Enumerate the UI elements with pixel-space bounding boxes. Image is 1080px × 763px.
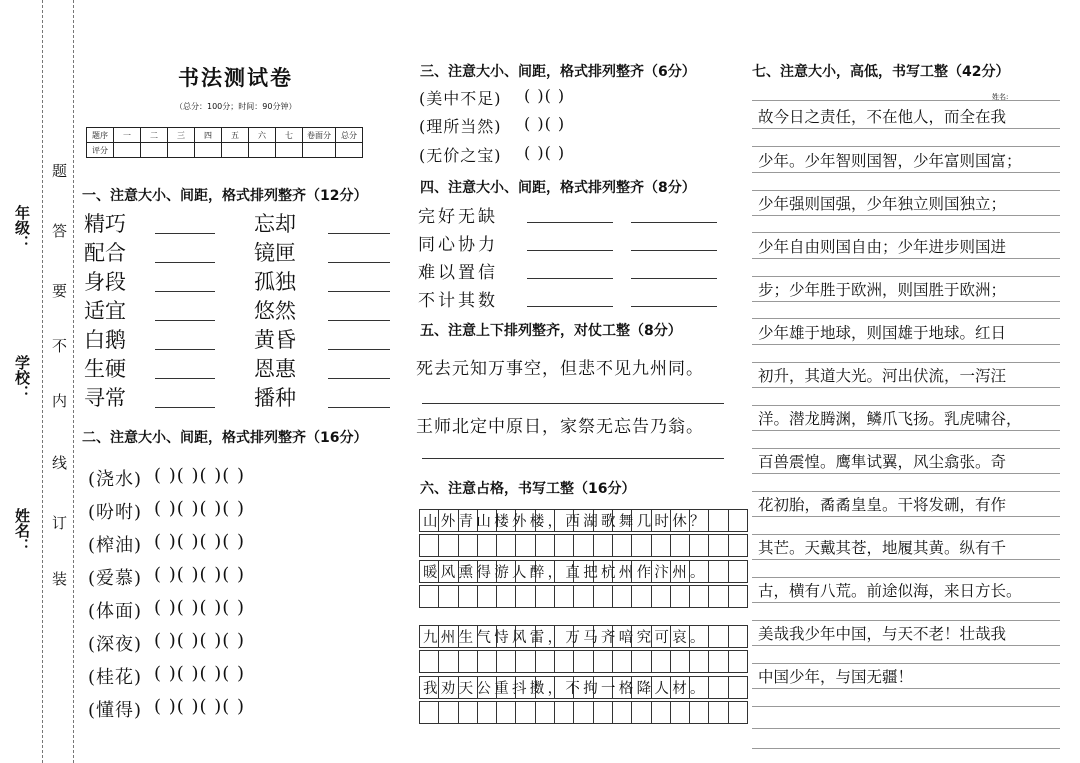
section7-ruled-line xyxy=(752,301,1060,302)
score-table-cell: 三 xyxy=(168,128,195,143)
section4-answer-blank[interactable] xyxy=(631,250,717,251)
section5-answer-line[interactable] xyxy=(422,403,724,404)
score-table-cell: 一 xyxy=(114,128,141,143)
section7-ruled-line xyxy=(752,100,1060,101)
name-label: 姓名： xyxy=(13,508,31,553)
score-table-header-row xyxy=(87,128,363,143)
section1-right-word: 镜匣 xyxy=(254,241,296,265)
score-table-cell: 题序 xyxy=(87,128,114,143)
section2-answer-parens[interactable]: ( )( )( )( ) xyxy=(154,465,246,486)
section7-text-line: 洋。潜龙腾渊，鳞爪飞扬。乳虎啸谷， xyxy=(758,410,1022,428)
binding-dashed-line-inner xyxy=(73,0,74,763)
section7-ruled-line[interactable] xyxy=(752,448,1060,449)
section7-ruled-line xyxy=(752,645,1060,646)
section2-word: (榨油) xyxy=(88,535,143,556)
section6-poem-line: 暖风熏得游人醉，直把杭州作汴州。 xyxy=(423,565,708,581)
section4-word: 同心协力 xyxy=(418,235,498,255)
section1-left-word: 适宜 xyxy=(84,299,126,323)
score-table-cell: 七 xyxy=(276,128,303,143)
section7-text-line: 步；少年胜于欧洲，则国胜于欧洲； xyxy=(758,281,1007,299)
section6-poem-line: 山外青山楼外楼，西湖歌舞几时休？ xyxy=(423,514,708,530)
section1-answer-blank[interactable] xyxy=(328,407,390,408)
section7-text-line: 少年。少年智则国智，少年富则国富； xyxy=(758,152,1022,170)
section2-answer-parens[interactable]: ( )( )( )( ) xyxy=(154,663,246,684)
section2-answer-parens[interactable]: ( )( )( )( ) xyxy=(154,597,246,618)
score-input-cell[interactable] xyxy=(195,143,222,158)
section2-word: (浇水) xyxy=(88,469,143,490)
section7-text-line: 美哉我少年中国，与天不老！壮哉我 xyxy=(758,625,1007,643)
school-label: 学校： xyxy=(13,355,31,400)
section7-ruled-line[interactable] xyxy=(752,748,1060,749)
section1-right-word: 忘却 xyxy=(254,212,296,236)
section1-left-word: 身段 xyxy=(84,270,126,294)
section4-answer-blank[interactable] xyxy=(631,306,717,307)
section1-answer-blank[interactable] xyxy=(328,378,390,379)
section4-answer-blank[interactable] xyxy=(631,222,717,223)
section7-ruled-line[interactable] xyxy=(752,318,1060,319)
score-table-cell: 卷面分 xyxy=(303,128,336,143)
score-input-cell[interactable] xyxy=(336,143,363,158)
section2-word: (爱慕) xyxy=(88,568,143,589)
score-input-cell[interactable] xyxy=(114,143,141,158)
grade-label: 年级： xyxy=(13,205,31,250)
section7-text-line: 百兽震惶。鹰隼试翼，风尘翕张。奇 xyxy=(758,453,1007,471)
section4-answer-blank[interactable] xyxy=(527,278,613,279)
section7-heading: 七、注意大小，高低，书写工整（42分） xyxy=(752,64,1010,80)
section7-text-line: 花初胎，矞矞皇皇。干将发硎，有作 xyxy=(758,496,1007,514)
section7-text-line: 古，横有八荒。前途似海，来日方长。 xyxy=(758,582,1022,600)
score-table-score-row xyxy=(87,143,363,158)
section7-text-line: 少年自由则国自由；少年进步则国进 xyxy=(758,238,1007,256)
section1-left-word: 配合 xyxy=(84,241,126,265)
section1-right-word: 恩惠 xyxy=(254,357,296,381)
score-table-cell: 四 xyxy=(195,128,222,143)
section1-left-word: 精巧 xyxy=(84,212,126,236)
section7-ruled-line xyxy=(752,387,1060,388)
section5-answer-line[interactable] xyxy=(422,458,724,459)
section1-answer-blank[interactable] xyxy=(155,262,215,263)
section3-answer-parens[interactable]: ( )( ) xyxy=(524,114,566,133)
section7-ruled-line xyxy=(752,215,1060,216)
section1-answer-blank[interactable] xyxy=(328,320,390,321)
section3-word: (理所当然) xyxy=(419,117,502,136)
section2-answer-parens[interactable]: ( )( )( )( ) xyxy=(154,696,246,717)
section1-right-word: 孤独 xyxy=(254,270,296,294)
section4-heading: 四、注意大小、间距，格式排列整齐（8分） xyxy=(420,180,696,196)
section1-answer-blank[interactable] xyxy=(155,233,215,234)
section6-heading: 六、注意占格，书写工整（16分） xyxy=(420,481,636,497)
section1-answer-blank[interactable] xyxy=(155,320,215,321)
section7-ruled-line[interactable] xyxy=(752,362,1060,363)
score-table-cell: 二 xyxy=(141,128,168,143)
section7-name-label: 姓名: xyxy=(992,93,1009,101)
section3-word: (美中不足) xyxy=(419,89,502,108)
section2-word: (深夜) xyxy=(88,634,143,655)
section6-poem-line: 九州生气恃风雷，万马齐喑究可哀。 xyxy=(423,630,708,646)
section7-ruled-line[interactable] xyxy=(752,706,1060,707)
score-input-cell[interactable] xyxy=(141,143,168,158)
section2-answer-parens[interactable]: ( )( )( )( ) xyxy=(154,630,246,651)
section1-right-word: 播种 xyxy=(254,386,296,410)
section1-answer-blank[interactable] xyxy=(328,291,390,292)
section7-text-line: 少年雄于地球，则国雄于地球。红日 xyxy=(758,324,1007,342)
score-table-cell: 评分 xyxy=(87,143,114,158)
section3-word: (无价之宝) xyxy=(419,146,502,165)
section2-word: (桂花) xyxy=(88,667,143,688)
section1-right-word: 黄昏 xyxy=(254,328,296,352)
score-input-cell[interactable] xyxy=(168,143,195,158)
section2-answer-parens[interactable]: ( )( )( )( ) xyxy=(154,531,246,552)
section3-answer-parens[interactable]: ( )( ) xyxy=(524,143,566,162)
section1-answer-blank[interactable] xyxy=(155,407,215,408)
page-subtitle: （总分：100分；时间：90分钟） xyxy=(175,102,297,111)
section6-grid-row-practice[interactable] xyxy=(420,534,748,557)
score-input-cell[interactable] xyxy=(222,143,249,158)
section7-ruled-line xyxy=(752,128,1060,129)
section7-text-line: 故今日之责任，不在他人，而全在我 xyxy=(758,108,1007,126)
section7-text-line: 中国少年，与国无疆！ xyxy=(758,668,914,686)
section1-left-word: 白鹅 xyxy=(84,328,126,352)
binding-notice-char: 装 xyxy=(52,570,68,588)
section1-answer-blank[interactable] xyxy=(328,262,390,263)
section7-ruled-line[interactable] xyxy=(752,663,1060,664)
section7-text-line: 初升，其道大光。河出伏流，一泻汪 xyxy=(758,367,1007,385)
section2-answer-parens[interactable]: ( )( )( )( ) xyxy=(154,564,246,585)
section7-ruled-line xyxy=(752,172,1060,173)
score-input-cell[interactable] xyxy=(303,143,336,158)
section1-right-word: 悠然 xyxy=(254,299,296,323)
score-input-cell[interactable] xyxy=(276,143,303,158)
section4-answer-blank[interactable] xyxy=(527,306,613,307)
section7-ruled-line[interactable] xyxy=(752,491,1060,492)
section5-poem-line: 死去元知万事空，但悲不见九州同。 xyxy=(416,359,704,379)
section7-ruled-line[interactable] xyxy=(752,146,1060,147)
binding-notice-char: 线 xyxy=(52,454,68,472)
score-table-cell: 五 xyxy=(222,128,249,143)
section7-ruled-line xyxy=(752,473,1060,474)
section7-ruled-line xyxy=(752,516,1060,517)
section4-answer-blank[interactable] xyxy=(527,250,613,251)
section1-heading: 一、注意大小、间距，格式排列整齐（12分） xyxy=(82,188,368,204)
section3-heading: 三、注意大小、间距，格式排列整齐（6分） xyxy=(420,64,696,80)
section7-ruled-line xyxy=(752,430,1060,431)
section7-ruled-line[interactable] xyxy=(752,577,1060,578)
section7-ruled-line[interactable] xyxy=(752,728,1060,729)
section5-poem-line: 王师北定中原日，家祭无忘告乃翁。 xyxy=(416,417,704,437)
binding-notice-char: 订 xyxy=(52,514,68,532)
section7-ruled-line[interactable] xyxy=(752,232,1060,233)
score-input-cell[interactable] xyxy=(249,143,276,158)
section2-answer-parens[interactable]: ( )( )( )( ) xyxy=(154,498,246,519)
section6-grid-row-practice[interactable] xyxy=(420,585,748,608)
section1-answer-blank[interactable] xyxy=(155,349,215,350)
section7-ruled-line[interactable] xyxy=(752,405,1060,406)
section7-ruled-line[interactable] xyxy=(752,620,1060,621)
score-table-cell: 六 xyxy=(249,128,276,143)
section1-answer-blank[interactable] xyxy=(328,233,390,234)
section3-answer-parens[interactable]: ( )( ) xyxy=(524,86,566,105)
section2-word: (懂得) xyxy=(88,700,143,721)
section7-ruled-line[interactable] xyxy=(752,276,1060,277)
section1-answer-blank[interactable] xyxy=(155,291,215,292)
section1-left-word: 寻常 xyxy=(84,386,126,410)
section6-grid-row-practice[interactable] xyxy=(420,701,748,724)
score-table xyxy=(86,127,363,158)
section6-grid-row-practice[interactable] xyxy=(420,650,748,673)
section1-answer-blank[interactable] xyxy=(155,378,215,379)
binding-dashed-line-outer xyxy=(42,0,43,763)
section1-left-word: 生硬 xyxy=(84,357,126,381)
section7-ruled-line xyxy=(752,258,1060,259)
section4-word: 完好无缺 xyxy=(418,207,498,227)
section2-word: (吩咐) xyxy=(88,502,143,523)
section4-answer-blank[interactable] xyxy=(527,222,613,223)
binding-notice-char: 不 xyxy=(52,337,68,355)
section7-ruled-line[interactable] xyxy=(752,534,1060,535)
section7-ruled-line xyxy=(752,559,1060,560)
section4-word: 不计其数 xyxy=(418,291,498,311)
section7-text-line: 少年强则国强，少年独立则国独立； xyxy=(758,195,1007,213)
section1-answer-blank[interactable] xyxy=(328,349,390,350)
section7-ruled-line xyxy=(752,602,1060,603)
section2-heading: 二、注意大小、间距，格式排列整齐（16分） xyxy=(82,430,368,446)
section7-ruled-line xyxy=(752,688,1060,689)
binding-notice-char: 内 xyxy=(52,392,68,410)
section2-word: (体面) xyxy=(88,601,143,622)
binding-notice-char: 要 xyxy=(52,282,68,300)
section6-poem-line: 我劝天公重抖擞，不拘一格降人材。 xyxy=(423,681,708,697)
page-title: 书法测试卷 xyxy=(178,66,293,90)
score-table-cell: 总分 xyxy=(336,128,363,143)
section4-answer-blank[interactable] xyxy=(631,278,717,279)
section7-ruled-line[interactable] xyxy=(752,190,1060,191)
section4-word: 难以置信 xyxy=(418,263,498,283)
section7-text-line: 其芒。天戴其苍，地履其黄。纵有千 xyxy=(758,539,1007,557)
section5-heading: 五、注意上下排列整齐，对仗工整（8分） xyxy=(420,323,682,339)
section7-ruled-line xyxy=(752,344,1060,345)
binding-notice-char: 题 xyxy=(52,162,68,180)
binding-notice-char: 答 xyxy=(52,222,68,240)
